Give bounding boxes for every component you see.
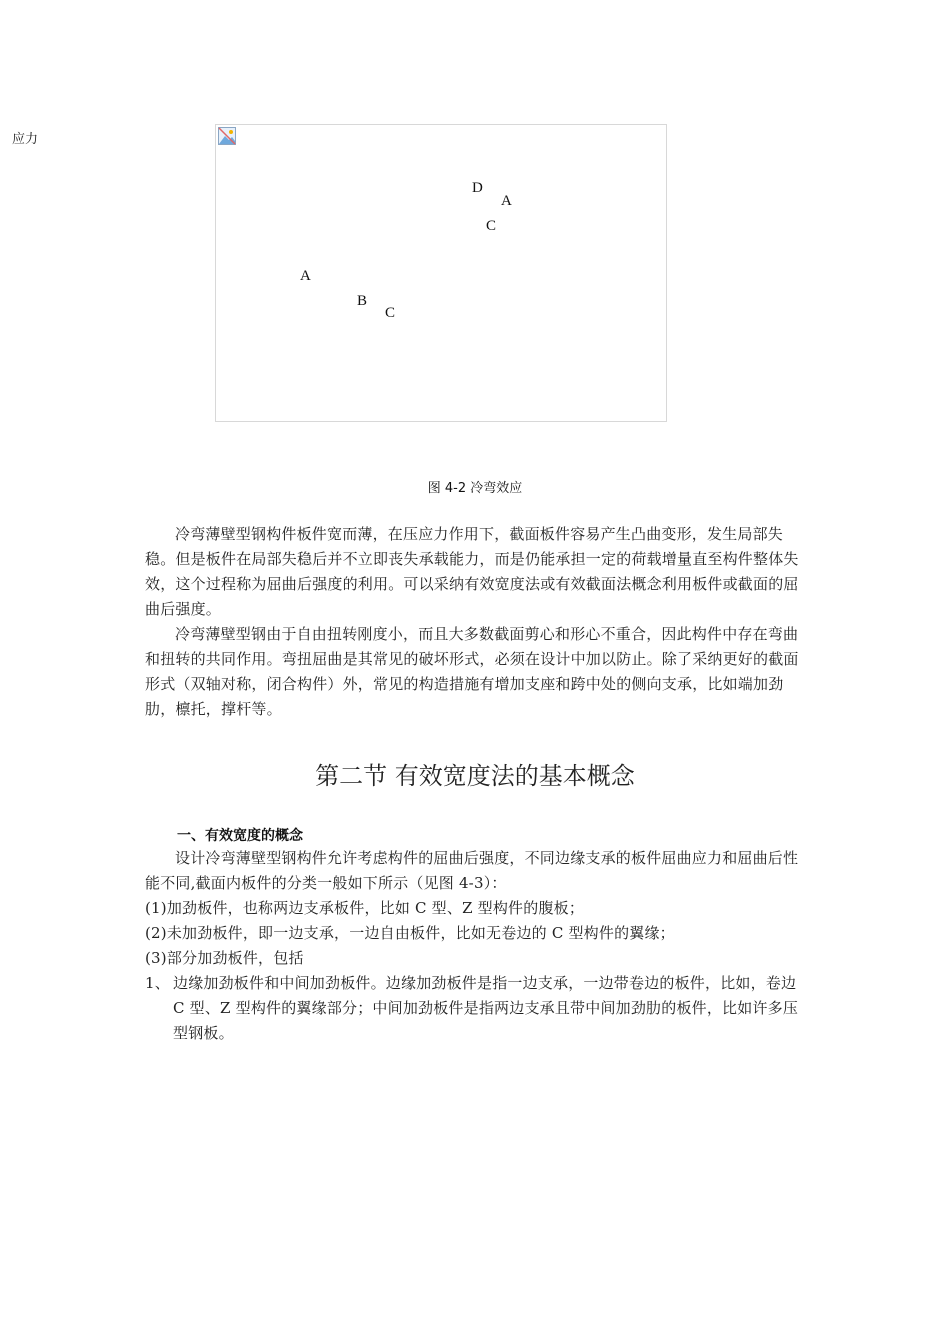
section-title: 第二节 有效宽度法的基本概念 (315, 762, 635, 790)
paragraph-buckling: 冷弯薄壁型钢构件板件宽而薄，在压应力作用下，截面板件容易产生凸曲变形，发生局部失稳。但是板件在局部失稳后并不立即丧失承载能力，而是仍能承担一定的荷载增量直至构件整体失效，这个过程称为屈曲后强度的利用。可以采纳有效宽度法或有效截面法概念利用板件或截面的屈曲后强度。 (145, 525, 799, 618)
numbered-item (145, 971, 805, 1046)
list-item: (3)部分加劲板件，包括 (145, 949, 304, 967)
figure-4-2-frame (215, 124, 667, 422)
section-intro: 设计冷弯薄壁型钢构件允许考虑构件的屈曲后强度，不同边缘支承的板件屈曲应力和屈曲后性能不同,截面内板件的分类一般如下所示（见图 4-3）： (145, 849, 799, 892)
point-label-d: D (472, 180, 483, 196)
point-label-a-upper: A (501, 193, 512, 209)
broken-image-icon (218, 127, 236, 145)
point-label-c-lower: C (385, 305, 396, 321)
numbered-item-text: 边缘加劲板件和中间加劲板件。边缘加劲板件是指一边支承，一边带卷边的板件，比如，卷边 C 型、Z 型构件的翼缘部分；中间加劲板件是指两边支承且带中间加劲肋的板件，比如许多压型钢板。 (173, 974, 799, 1042)
point-label-a-lower: A (300, 268, 311, 284)
numbered-item-marker: 1、 (145, 974, 170, 992)
point-label-b: B (357, 293, 368, 309)
stress-axis-label: 应力 (12, 132, 39, 147)
figure-caption: 图 4-2 冷弯效应 (427, 481, 523, 496)
list-item: (2)未加劲板件，即一边支承，一边自由板件，比如无卷边的 C 型构件的翼缘； (145, 924, 675, 942)
subheading: 一、有效宽度的概念 (177, 828, 303, 844)
paragraph-torsion: 冷弯薄壁型钢由于自由扭转刚度小，而且大多数截面剪心和形心不重合，因此构件中存在弯曲和扭转的共同作用。弯扭屈曲是其常见的破坏形式，必须在设计中加以防止。除了采纳更好的截面形式（双轴对称，闭合构件）外，常见的构造措施有增加支座和跨中处的侧向支承，比如端加劲肋，檩托，撑杆等。 (145, 625, 799, 718)
list-item: (1)加劲板件，也称两边支承板件，比如 C 型、Z 型构件的腹板； (145, 899, 585, 917)
point-label-c-upper: C (486, 218, 497, 234)
